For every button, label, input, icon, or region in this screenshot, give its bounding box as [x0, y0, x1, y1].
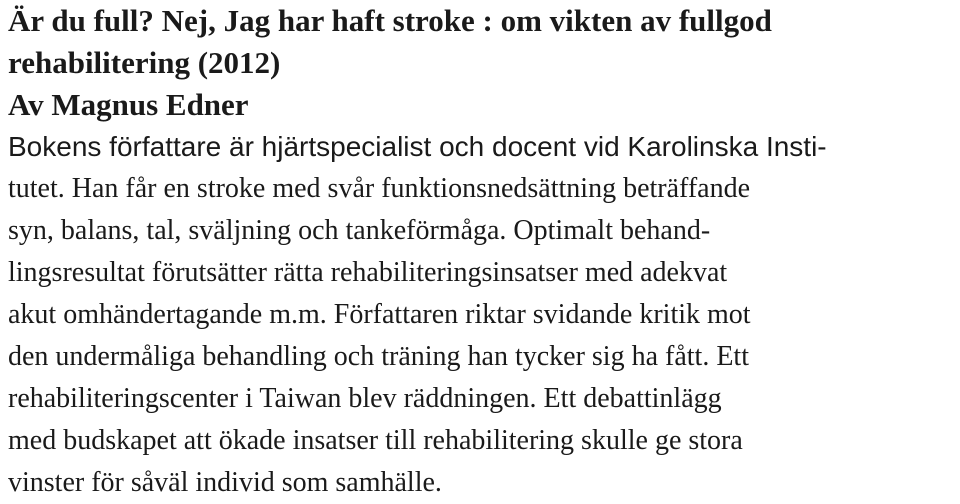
author-description: Bokens författare är hjärtspecialist och docent vid Karolinska Insti- — [8, 131, 827, 162]
book-description — [8, 168, 952, 504]
book-title — [8, 0, 952, 84]
description-line: med budskapet att ökade insatser till rehabilitering skulle ge stora — [8, 425, 743, 456]
book-author: Av Magnus Edner — [8, 87, 249, 122]
description-line: akut omhändertagande m.m. Författaren riktar svidande kritik mot — [8, 299, 751, 330]
description-line: lingsresultat förutsätter rätta rehabiliteringsinsatser med adekvat — [8, 257, 728, 288]
description-line: syn, balans, tal, sväljning och tankeförmåga. Optimalt behand- — [8, 215, 711, 246]
document — [8, 0, 952, 504]
book-title-line-2: rehabilitering (2012) — [8, 45, 281, 80]
description-line: den undermåliga behandling och träning han tycker sig ha fått. Ett — [8, 341, 749, 372]
book-title-line-1: Är du full? Nej, Jag har haft stroke : om vikten av fullgod — [8, 3, 772, 38]
description-line: vinster för såväl individ som samhälle. — [8, 467, 442, 498]
description-line: rehabiliteringscenter i Taiwan blev räddningen. Ett debattinlägg — [8, 383, 722, 414]
description-line: tutet. Han får en stroke med svår funktionsnedsättning beträffande — [8, 173, 751, 204]
